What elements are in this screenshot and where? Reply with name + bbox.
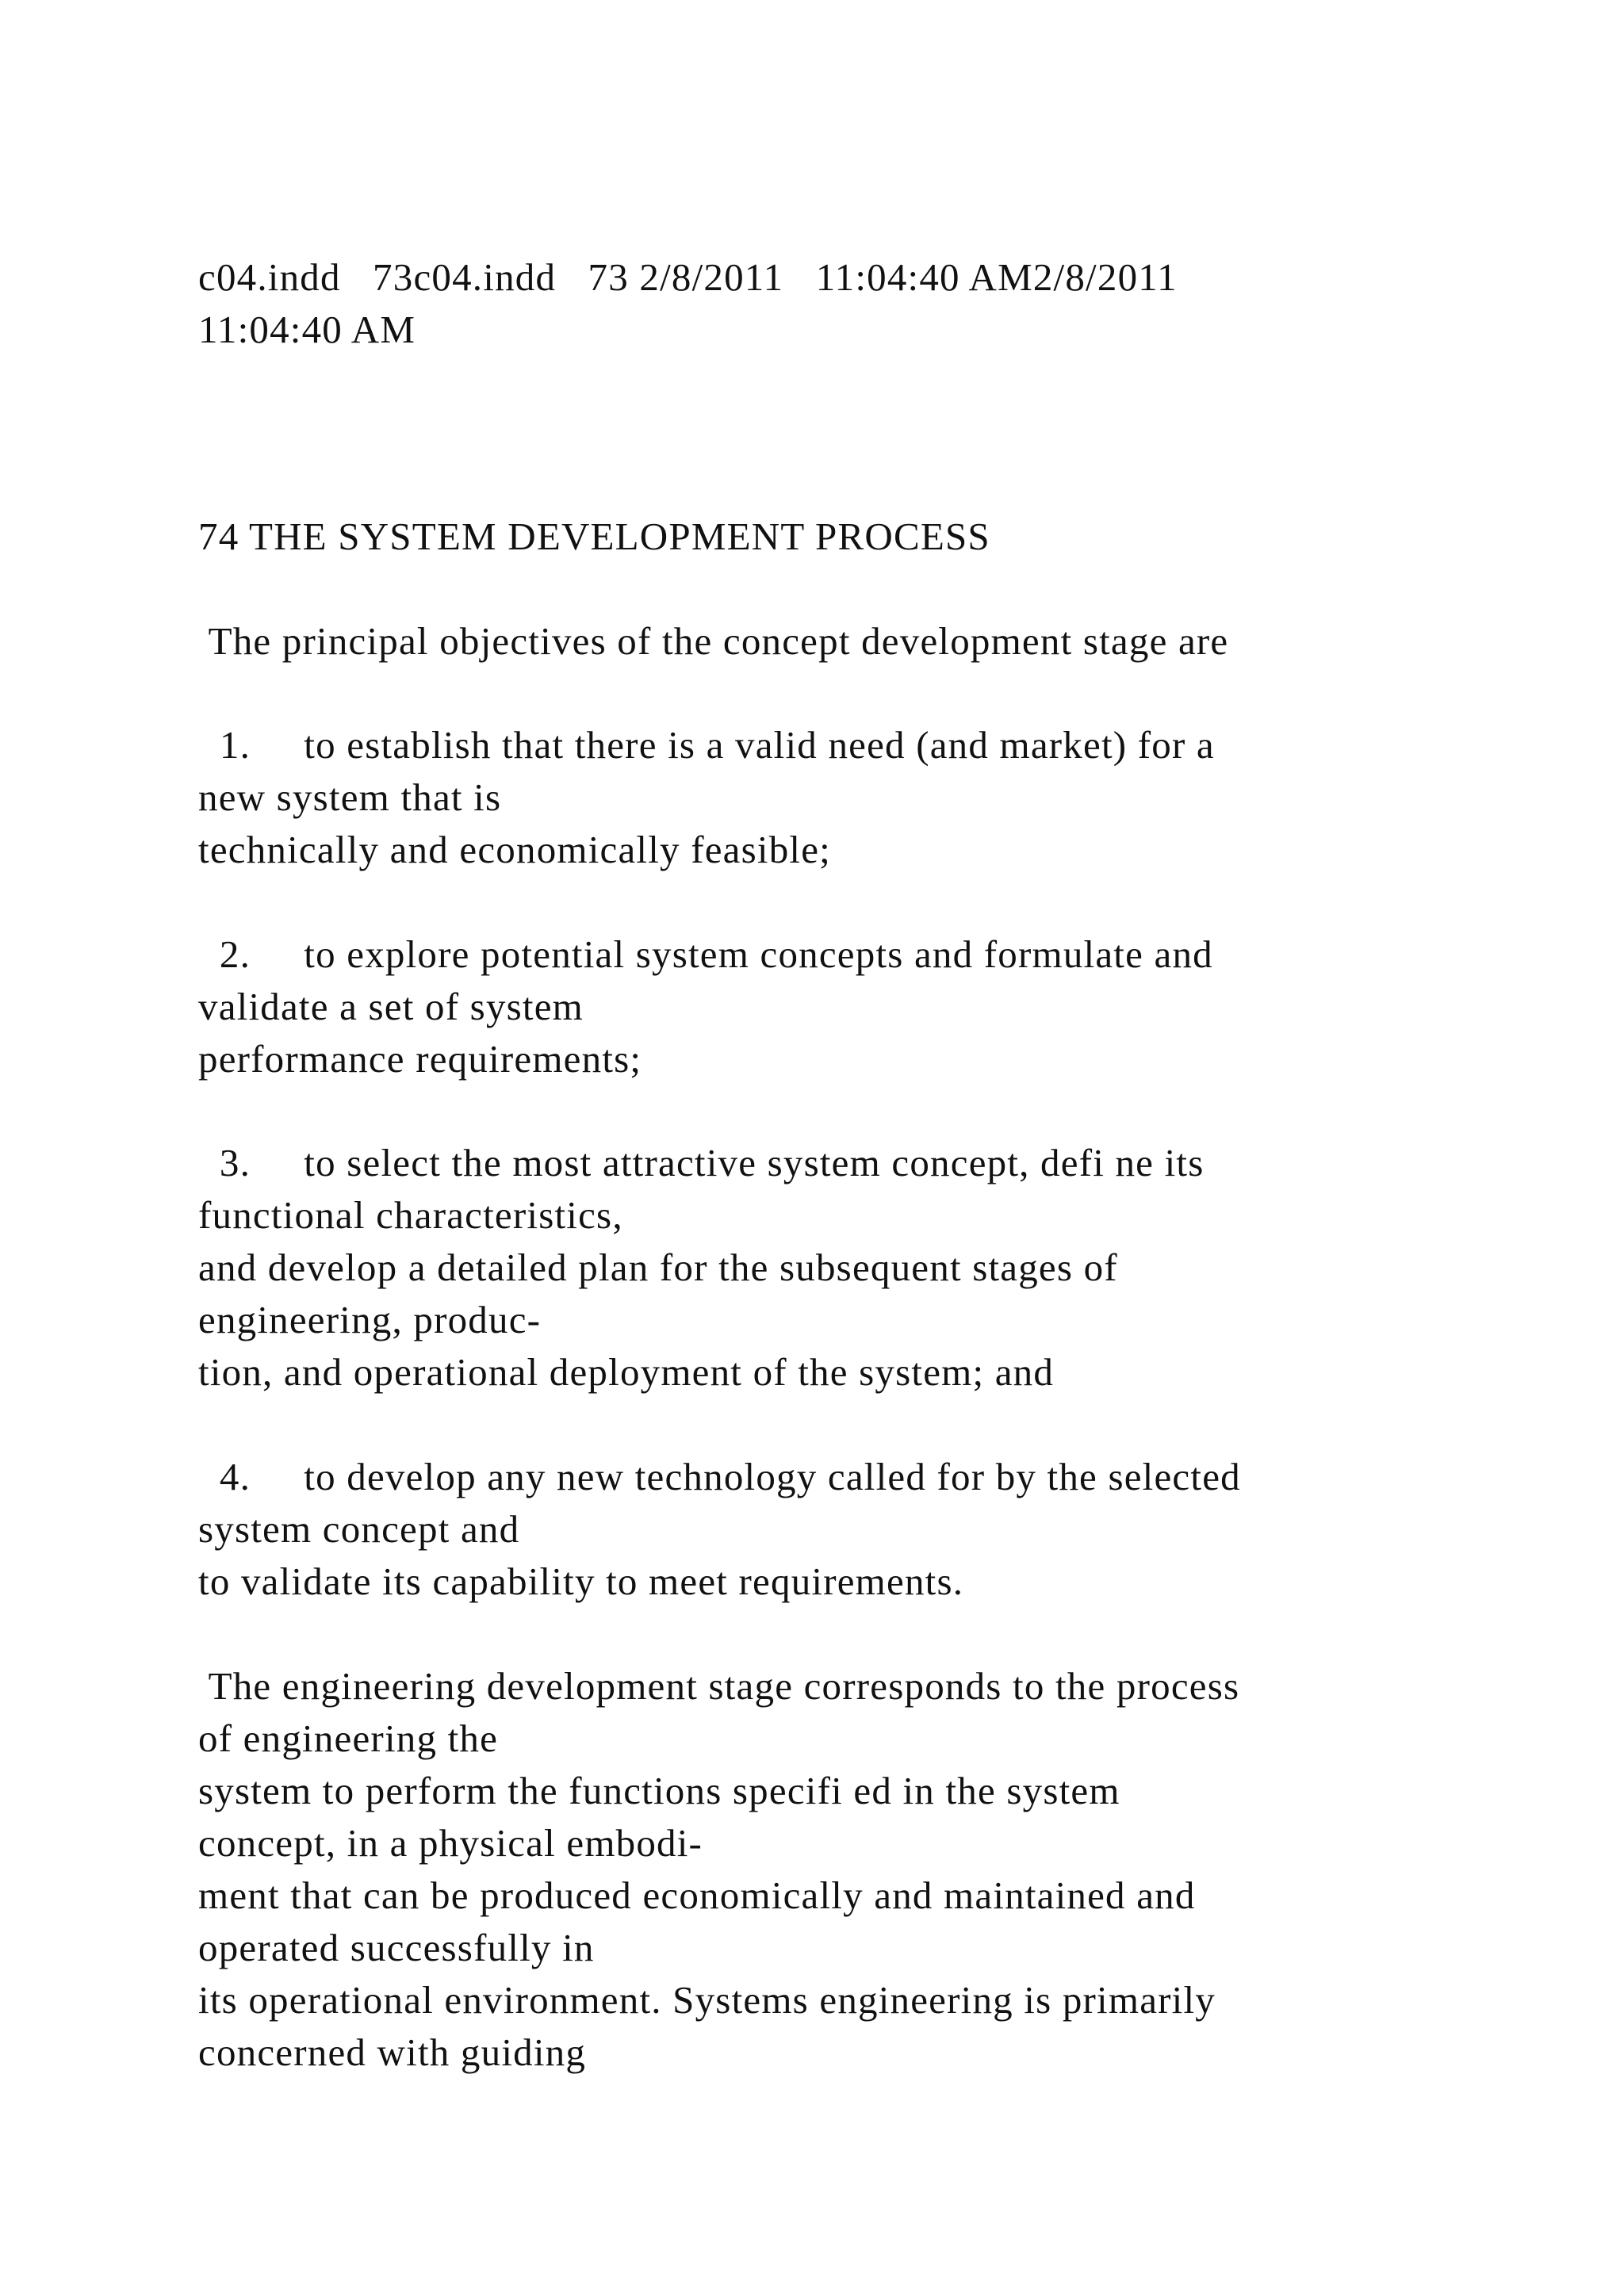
objective-3-line: and develop a detailed plan for the subsequent stages of <box>198 1246 1118 1289</box>
header-file-info: c04.indd 73c04.indd 73 2/8/2011 11:04:40 AM2/8/2011 <box>198 255 1178 299</box>
objective-4-line: system concept and <box>198 1507 520 1551</box>
objective-1-line: technically and economically feasible; <box>198 828 831 871</box>
objective-3-line: 3. to select the most attractive system concept, defi ne its <box>198 1141 1205 1184</box>
body-paragraph-line: concept, in a physical embodi- <box>198 1821 703 1865</box>
intro-paragraph: The principal objectives of the concept development stage are <box>198 619 1229 663</box>
objective-4-line: 4. to develop any new technology called for by the selected <box>198 1455 1241 1498</box>
body-paragraph-line: ment that can be produced economically and maintained and <box>198 1873 1196 1917</box>
objective-1-line: 1. to establish that there is a valid need (and market) for a <box>198 723 1215 767</box>
section-title: 74 THE SYSTEM DEVELOPMENT PROCESS <box>198 515 990 558</box>
body-paragraph-line: operated successfully in <box>198 1926 595 1969</box>
objective-3-line: tion, and operational deployment of the system; and <box>198 1350 1055 1394</box>
objective-3-line: functional characteristics, <box>198 1193 623 1237</box>
objective-2-line: validate a set of system <box>198 985 584 1028</box>
objective-2-line: performance requirements; <box>198 1037 642 1081</box>
body-paragraph-line: system to perform the functions specifi ed in the system <box>198 1769 1120 1812</box>
header-file-info-continued: 11:04:40 AM <box>198 308 416 351</box>
objective-1-line: new system that is <box>198 775 502 819</box>
body-paragraph-line: of engineering the <box>198 1716 499 1760</box>
objective-4-line: to validate its capability to meet requirements. <box>198 1559 964 1603</box>
body-paragraph-line: The engineering development stage corresponds to the process <box>198 1664 1240 1708</box>
objective-3-line: engineering, produc- <box>198 1298 542 1341</box>
objective-2-line: 2. to explore potential system concepts and formulate and <box>198 932 1213 976</box>
body-paragraph-line: concerned with guiding <box>198 2030 587 2074</box>
body-paragraph-line: its operational environment. Systems engineering is primarily <box>198 1978 1216 2022</box>
